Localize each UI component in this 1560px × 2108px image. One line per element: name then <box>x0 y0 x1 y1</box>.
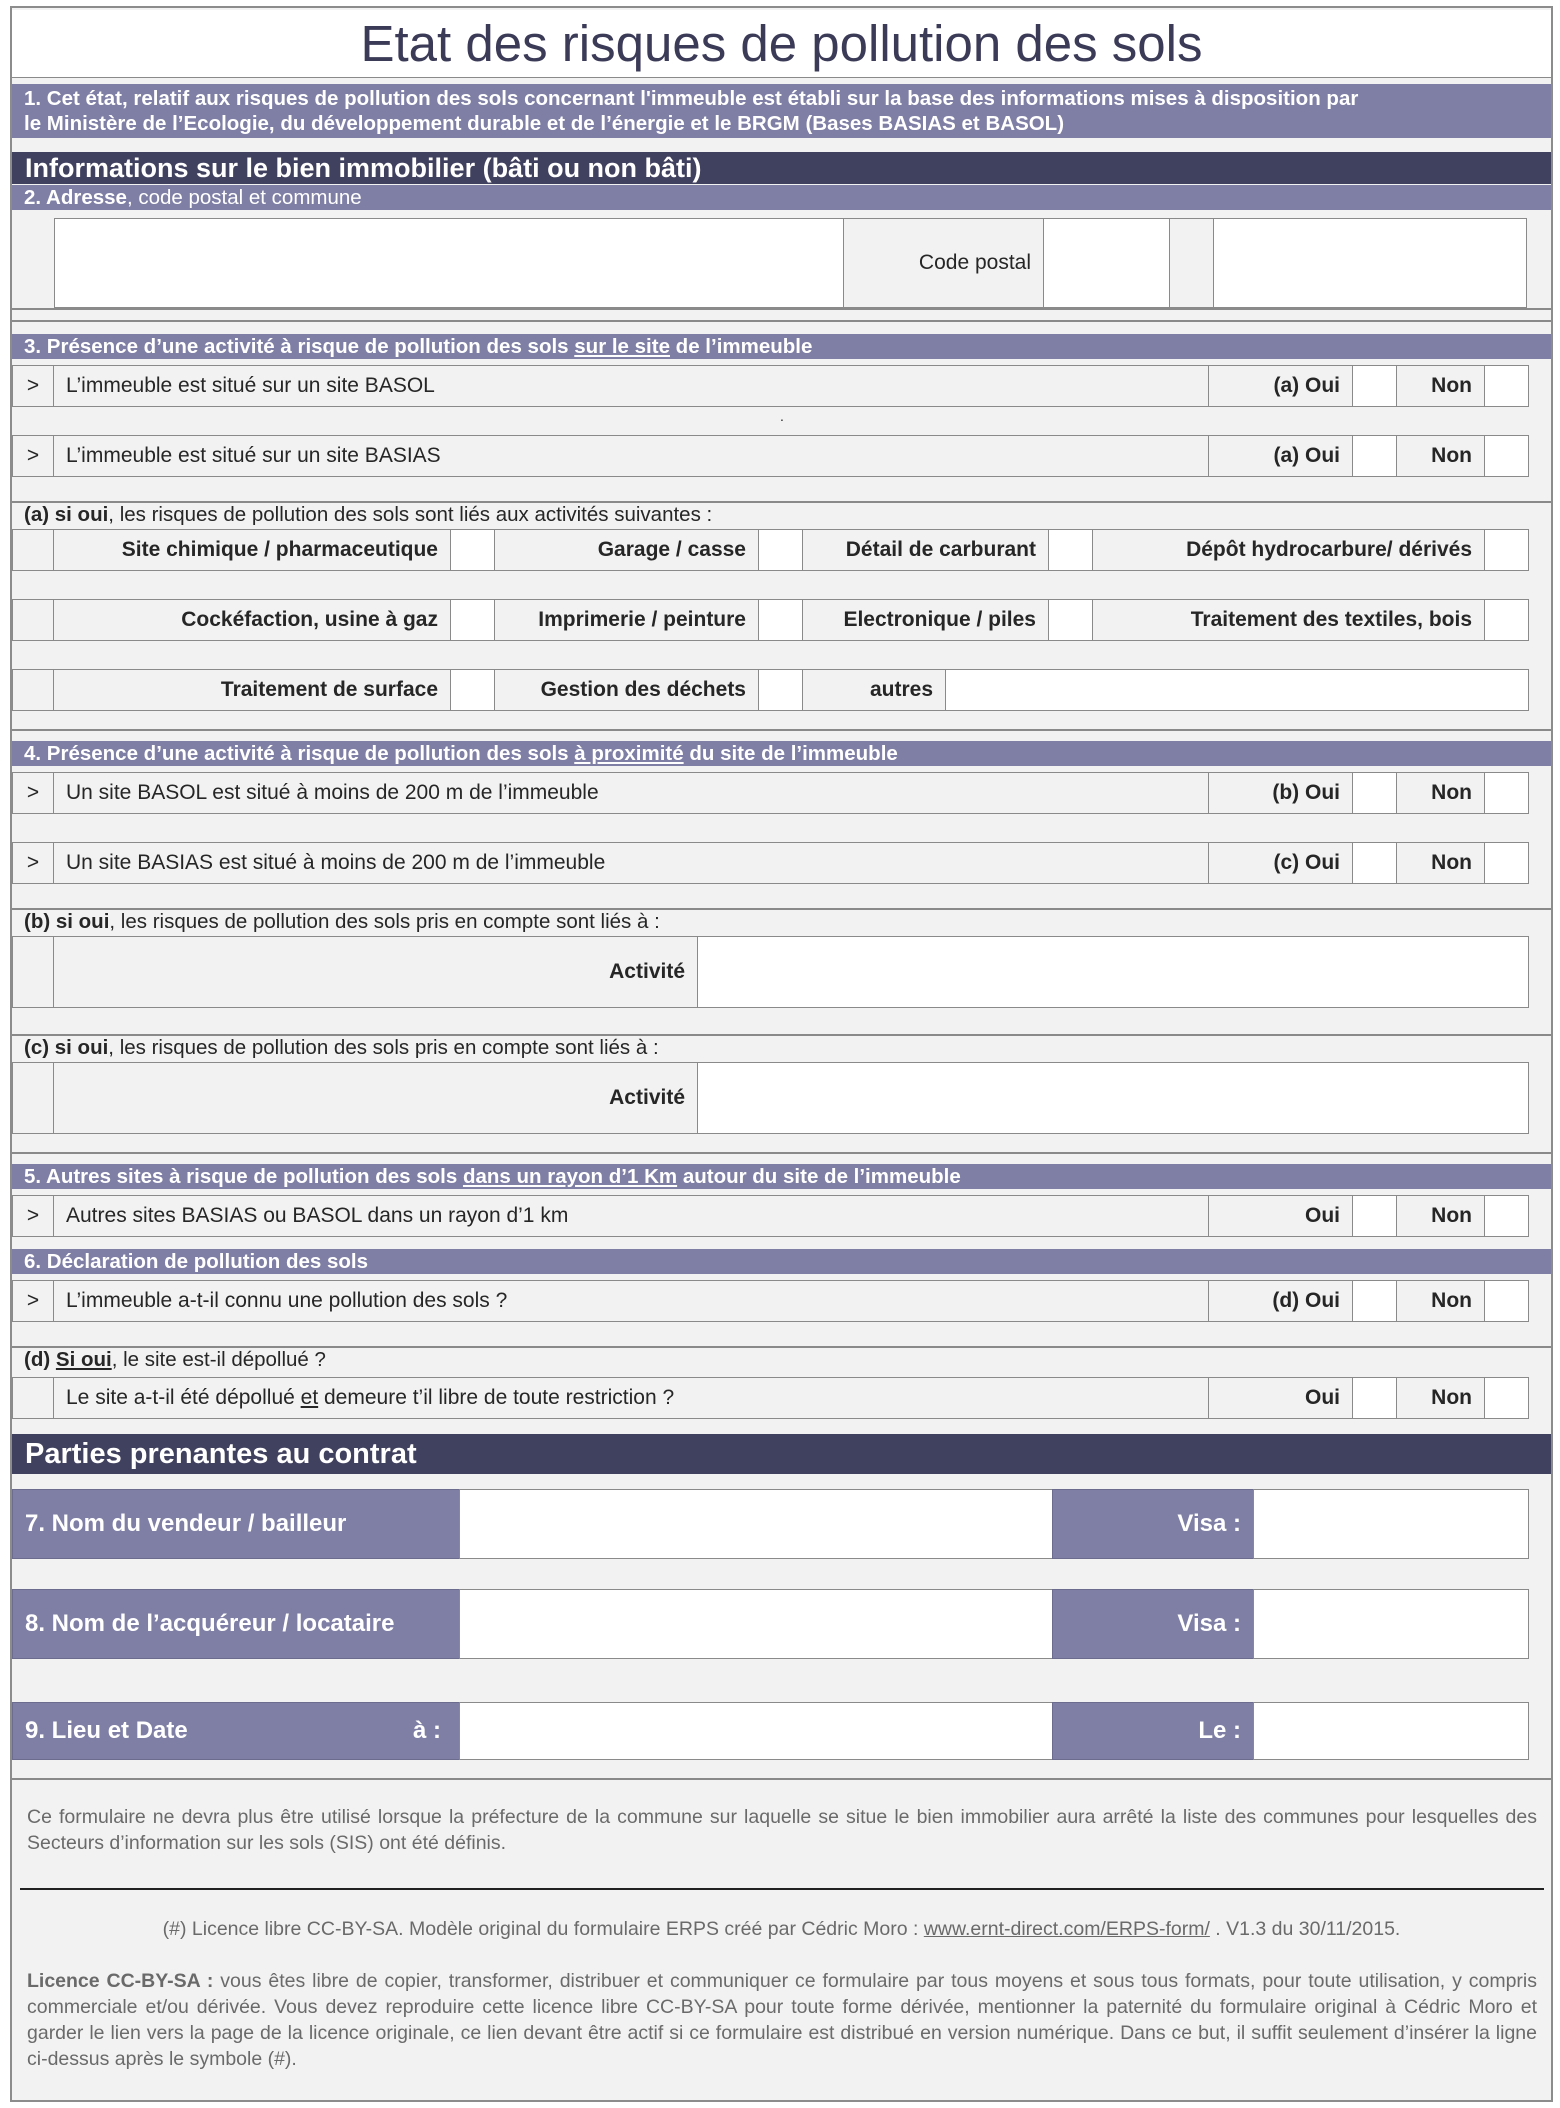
section-3-title-underline: sur le site <box>574 334 670 358</box>
licence-link[interactable]: www.ernt-direct.com/ERPS-form/ <box>923 1918 1210 1940</box>
section-4-band <box>12 741 1551 766</box>
footer-rule <box>20 1888 1544 1890</box>
acquereur-visa-label: Visa : <box>1052 1589 1254 1659</box>
lieu-a-text: à : <box>412 1717 441 1744</box>
lieu-date-label <box>12 1702 460 1760</box>
date-le-label: Le : <box>1052 1702 1254 1760</box>
section-1-line1: 1. Cet état, relatif aux risques de pollution des sols concernant l'immeuble est établi sur la base des informations mises à disposition par <box>24 87 1359 110</box>
activity-carburant-label: Détail de carburant <box>802 529 1049 571</box>
licence-text-post: . V1.3 du 30/11/2015. <box>1209 1918 1401 1940</box>
row-arrow: > <box>12 365 54 407</box>
footer-licence <box>12 1918 1551 1941</box>
note-b <box>24 909 660 935</box>
pollution-oui-checkbox[interactable] <box>1352 1280 1397 1322</box>
spacer-cell <box>1169 218 1214 308</box>
divider <box>12 1152 1551 1154</box>
activity-dechets-checkbox[interactable] <box>758 669 803 711</box>
note-a <box>24 502 712 528</box>
oui-label: (a) Oui <box>1208 435 1353 477</box>
acquereur-input[interactable] <box>459 1589 1053 1659</box>
footer-cc <box>27 1968 1537 2072</box>
section-4-title-end: du site de l’immeuble <box>683 741 898 765</box>
section-3-title: 3. Présence d’une activité à risque de pollution des sols <box>24 334 575 358</box>
code-postal-input[interactable] <box>1043 218 1170 308</box>
code-postal-label: Code postal <box>843 218 1044 308</box>
non-label: Non <box>1396 1280 1485 1322</box>
divider <box>12 1778 1551 1780</box>
divider <box>12 308 1551 310</box>
section-5-title-underline: dans un rayon d’1 Km <box>462 1164 678 1188</box>
activity-cockefaction-checkbox[interactable] <box>450 599 495 641</box>
activite-c-input[interactable] <box>697 1062 1529 1134</box>
activity-electronique-label: Electronique / piles <box>802 599 1049 641</box>
vendeur-visa-label: Visa : <box>1052 1489 1254 1559</box>
basol-oui-checkbox[interactable] <box>1352 365 1397 407</box>
section-6-title: 6. Déclaration de pollution des sols <box>24 1249 369 1273</box>
section-5-title: 5. Autres sites à risque de pollution des sols <box>24 1164 463 1188</box>
oui-c-label: (c) Oui <box>1208 842 1353 884</box>
autres-sites-non-checkbox[interactable] <box>1484 1195 1529 1237</box>
parties-header: Parties prenantes au contrat <box>12 1434 1551 1474</box>
note-a-bold: (a) si oui <box>24 503 109 526</box>
cc-bold: Licence CC-BY-SA : <box>27 1970 214 1992</box>
note-b-bold: (b) si oui <box>24 910 110 933</box>
oui-label: Oui <box>1208 1377 1353 1419</box>
basias-question: L’immeuble est situé sur un site BASIAS <box>53 435 1209 477</box>
basias-non-checkbox[interactable] <box>1484 435 1529 477</box>
activity-dechets-label: Gestion des déchets <box>494 669 759 711</box>
row-arrow: > <box>12 772 54 814</box>
activity-textiles-label: Traitement des textiles, bois <box>1092 599 1485 641</box>
lieu-date-text: 9. Lieu et Date <box>25 1717 188 1744</box>
activity-electronique-checkbox[interactable] <box>1048 599 1093 641</box>
depollue-question <box>53 1377 1209 1419</box>
form-page <box>10 6 1553 2102</box>
note-a-text: , les risques de pollution des sols sont liés aux activités suivantes : <box>108 503 713 526</box>
vendeur-label: 7. Nom du vendeur / bailleur <box>12 1489 460 1559</box>
basol-200m-non-checkbox[interactable] <box>1484 772 1529 814</box>
section-2-title-rest: , code postal et commune <box>126 185 362 209</box>
activity-spacer <box>12 669 54 711</box>
activity-imprimerie-label: Imprimerie / peinture <box>494 599 759 641</box>
section-2-title: 2. Adresse <box>24 185 127 209</box>
activity-chimique-checkbox[interactable] <box>450 529 495 571</box>
note-d-prefix: (d) <box>24 1348 51 1371</box>
depollue-text-et: et <box>300 1386 319 1409</box>
non-label: Non <box>1396 435 1485 477</box>
date-input[interactable] <box>1253 1702 1529 1760</box>
activity-spacer <box>12 529 54 571</box>
footer-note: Ce formulaire ne devra plus être utilisé lorsque la préfecture de la commune sur laquelle se situe le bien immobilier aura arrêté la liste des communes pour lesquelles des Secteurs d’information sur les sols (SIS) ont été définis. <box>27 1806 1537 1854</box>
activity-spacer <box>12 936 54 1008</box>
basias-200m-question: Un site BASIAS est situé à moins de 200 m de l’immeuble <box>53 842 1209 884</box>
note-c-bold: (c) si oui <box>24 1036 109 1059</box>
note-d <box>24 1347 326 1373</box>
licence-text-pre: (#) Licence libre CC-BY-SA. Modèle original du formulaire ERPS créé par Cédric Moro : <box>162 1918 924 1940</box>
acquereur-label: 8. Nom de l’acquéreur / locataire <box>12 1589 460 1659</box>
page-title: Etat des risques de pollution des sols <box>12 10 1551 78</box>
activity-carburant-checkbox[interactable] <box>1048 529 1093 571</box>
non-label: Non <box>1396 842 1485 884</box>
divider <box>12 320 1551 322</box>
pollution-non-checkbox[interactable] <box>1484 1280 1529 1322</box>
activite-b-input[interactable] <box>697 936 1529 1008</box>
non-label: Non <box>1396 365 1485 407</box>
commune-input[interactable] <box>1213 218 1527 308</box>
activity-textiles-checkbox[interactable] <box>1484 599 1529 641</box>
basias-200m-oui-checkbox[interactable] <box>1352 842 1397 884</box>
row-arrow: > <box>12 842 54 884</box>
depollue-text-1: Le site a-t-il été dépollué <box>66 1386 301 1409</box>
autres-sites-oui-checkbox[interactable] <box>1352 1195 1397 1237</box>
depollue-non-checkbox[interactable] <box>1484 1377 1529 1419</box>
activity-hydrocarbure-label: Dépôt hydrocarbure/ dérivés <box>1092 529 1485 571</box>
activity-chimique-label: Site chimique / pharmaceutique <box>53 529 451 571</box>
divider <box>12 729 1551 731</box>
section-2-band <box>12 185 1551 210</box>
note-b-text: , les risques de pollution des sols pris en compte sont liés à : <box>109 910 660 933</box>
note-c <box>24 1035 659 1061</box>
note-d-bold: Si oui <box>55 1348 112 1371</box>
non-label: Non <box>1396 1195 1485 1237</box>
autres-sites-question: Autres sites BASIAS ou BASOL dans un rayon d’1 km <box>53 1195 1209 1237</box>
oui-d-label: (d) Oui <box>1208 1280 1353 1322</box>
basol-200m-question: Un site BASOL est situé à moins de 200 m de l’immeuble <box>53 772 1209 814</box>
section-3-band <box>12 334 1551 359</box>
section-1-line2: le Ministère de l’Ecologie, du développement durable et de l’énergie et le BRGM (Bases BASIAS et BASOL) <box>24 112 1065 135</box>
lieu-input[interactable] <box>459 1702 1053 1760</box>
activity-autres-input[interactable] <box>945 669 1529 711</box>
section-3-title-end: de l’immeuble <box>669 334 813 358</box>
note-d-text: , le site est-il dépollué ? <box>111 1348 326 1371</box>
depollue-text-2: demeure t’il libre de toute restriction ? <box>318 1386 675 1409</box>
basol-200m-oui-checkbox[interactable] <box>1352 772 1397 814</box>
non-label: Non <box>1396 1377 1485 1419</box>
row-arrow: > <box>12 1280 54 1322</box>
acquereur-visa-input[interactable] <box>1253 1589 1529 1659</box>
activity-spacer <box>12 1377 54 1419</box>
row-arrow: > <box>12 435 54 477</box>
activite-c-label: Activité <box>53 1062 698 1134</box>
section-5-band <box>12 1164 1551 1189</box>
section-4-title: 4. Présence d’une activité à risque de pollution des sols <box>24 741 575 765</box>
activite-b-label: Activité <box>53 936 698 1008</box>
activity-surface-label: Traitement de surface <box>53 669 451 711</box>
pollution-question: L’immeuble a-t-il connu une pollution des sols ? <box>53 1280 1209 1322</box>
note-c-text: , les risques de pollution des sols pris en compte sont liés à : <box>108 1036 659 1059</box>
oui-label: (a) Oui <box>1208 365 1353 407</box>
row-arrow: > <box>12 1195 54 1237</box>
activity-spacer <box>12 599 54 641</box>
oui-b-label: (b) Oui <box>1208 772 1353 814</box>
vendeur-input[interactable] <box>459 1489 1053 1559</box>
section-1-band <box>12 84 1551 138</box>
basol-question: L’immeuble est situé sur un site BASOL <box>53 365 1209 407</box>
address-input[interactable] <box>54 218 844 308</box>
section-5-title-end: autour du site de l’immeuble <box>677 1164 961 1188</box>
activity-cockefaction-label: Cockéfaction, usine à gaz <box>53 599 451 641</box>
basias-200m-non-checkbox[interactable] <box>1484 842 1529 884</box>
non-label: Non <box>1396 772 1485 814</box>
basol-non-checkbox[interactable] <box>1484 365 1529 407</box>
depollue-oui-checkbox[interactable] <box>1352 1377 1397 1419</box>
activity-garage-label: Garage / casse <box>494 529 759 571</box>
cc-text: vous êtes libre de copier, transformer, distribuer et communiquer ce formulaire par tous moyens et sous tous formats, pour toute utilisation, y compris commerciale et/ou dérivée. Vous devez reproduire cette licence libre CC-BY-SA pour toute forme dérivée, mentionner la paternité du formulaire original à Cédric Moro et garder le lien vers la page de la licence originale, ce lien devant être actif si ce formulaire est distribué en version numérique. Dans ce but, il suffit seulement d’insérer la ligne ci-dessus après le symbole (#). <box>27 1970 1537 2070</box>
vendeur-visa-input[interactable] <box>1253 1489 1529 1559</box>
stray-dot: . <box>780 408 784 424</box>
activity-hydrocarbure-checkbox[interactable] <box>1484 529 1529 571</box>
activity-surface-checkbox[interactable] <box>450 669 495 711</box>
oui-label: Oui <box>1208 1195 1353 1237</box>
section-4-title-underline: à proximité <box>574 741 684 765</box>
section-6-band <box>12 1249 1551 1274</box>
activity-autres-label: autres <box>802 669 946 711</box>
activity-spacer <box>12 1062 54 1134</box>
info-header: Informations sur le bien immobilier (bâti ou non bâti) <box>12 152 1551 184</box>
basias-oui-checkbox[interactable] <box>1352 435 1397 477</box>
activity-garage-checkbox[interactable] <box>758 529 803 571</box>
activity-imprimerie-checkbox[interactable] <box>758 599 803 641</box>
